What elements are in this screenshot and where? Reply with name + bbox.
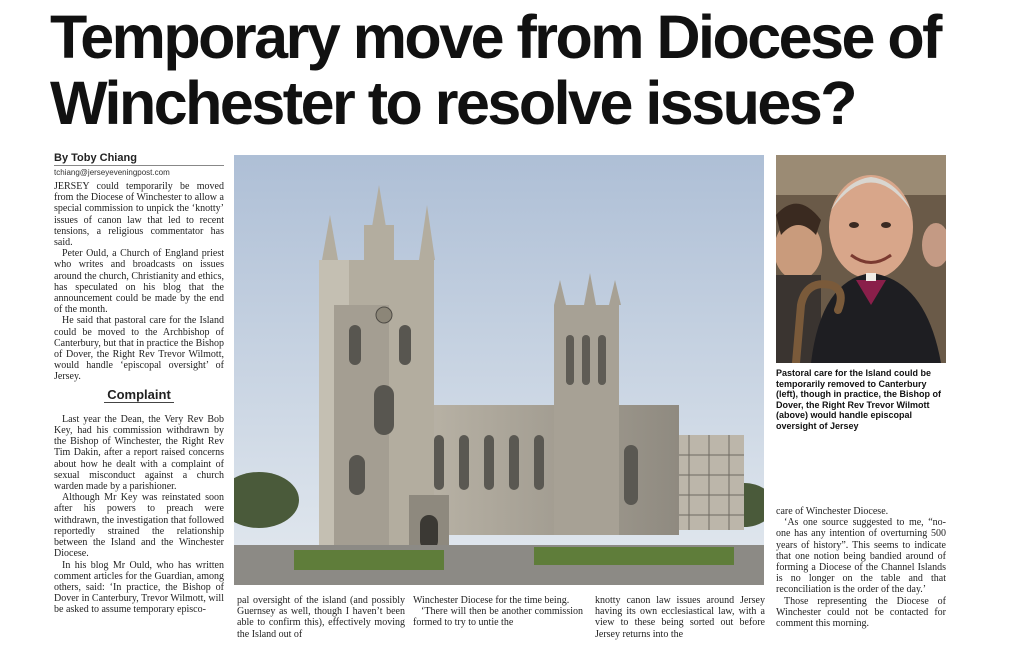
paragraph: He said that pastoral care for the Island could be moved to the Archbishop of Canterbury, but that in practice the Bishop of Dover, the Right Rev Trevor Wilmott, would handle ‘episcopal oversight’ of Jersey. <box>54 315 224 383</box>
paragraph: Although Mr Key was reinstated soon after his powers to preach were withdrawn, the investigation that followed reportedly strained the relationship between the Island and the Winchester Diocese. <box>54 492 224 560</box>
paragraph: Those representing the Diocese of Winchester could not be contacted for comment this morning. <box>776 595 946 630</box>
paragraph: ‘There will then be another commission formed to try to untie the <box>413 606 583 629</box>
byline: By Toby Chiang <box>54 152 224 166</box>
paragraph: JERSEY could temporarily be moved from the Diocese of Winchester to allow a special commission to unpick the ‘knotty’ issues of canon law that led to recent tensions, a religious commentator has said. <box>54 181 224 249</box>
subheading <box>54 386 224 402</box>
bishop-illustration <box>776 155 946 363</box>
paragraph: ‘As one source suggested to me, “no-one has any intention of overturning 500 years of history”. This seems to indicate that one notion being bandied around of forming a Diocese of the Channel Islands is no longer on the table and that reconciliation is the order of the day.’ <box>776 517 946 596</box>
paragraph: Peter Ould, a Church of England priest who writes and broadcasts on issues around the church, Christianity and ethics, has speculated on his blog that the announcement could be made by the end of the month. <box>54 248 224 316</box>
article-column-1 <box>54 181 224 616</box>
subheading-text: Complaint <box>104 387 174 403</box>
paragraph: Winchester Diocese for the time being. <box>413 595 570 606</box>
article-column-2 <box>237 595 405 640</box>
author-email[interactable]: tchiang@jerseyeveningpost.com <box>54 168 170 177</box>
cathedral-photo <box>234 155 764 585</box>
article-column-3 <box>413 595 583 629</box>
headline: Temporary move from Diocese of Winchester to resolve issues? <box>50 3 940 137</box>
article-column-5 <box>776 506 946 629</box>
paragraph: care of Winchester Diocese. <box>776 506 889 517</box>
bishop-photo <box>776 155 946 363</box>
paragraph: Last year the Dean, the Very Rev Bob Key, had his commission withdrawn by the Bishop of Winchester, the Right Rev Tim Dakin, after a report raised concerns about how he dealt with a complaint of sexual misconduct against a church warden made by a parishioner. <box>54 413 224 493</box>
paragraph: knotty canon law issues around Jersey having its own ecclesiastical law, with a view to these being sorted out before Jersey returns into the <box>595 595 765 640</box>
article-column-4 <box>595 595 765 640</box>
paragraph: pal oversight of the island (and possibly Guernsey as well, though I haven’t been able to confirm this), effectively moving the Island out of <box>237 595 405 640</box>
paragraph: In his blog Mr Ould, who has written comment articles for the Guardian, among others, said: ‘In practice, the Bishop of Dover in Canterbury, Trevor Wilmott, will be asked to assume temporary episco- <box>54 559 224 616</box>
cathedral-illustration <box>234 155 764 585</box>
photo-caption: Pastoral care for the Island could be temporarily removed to Canterbury (left), though in practice, the Bishop of Dover, the Right Rev Trevor Wilmott (above) would handle episcopal oversight of Jersey <box>776 368 941 431</box>
